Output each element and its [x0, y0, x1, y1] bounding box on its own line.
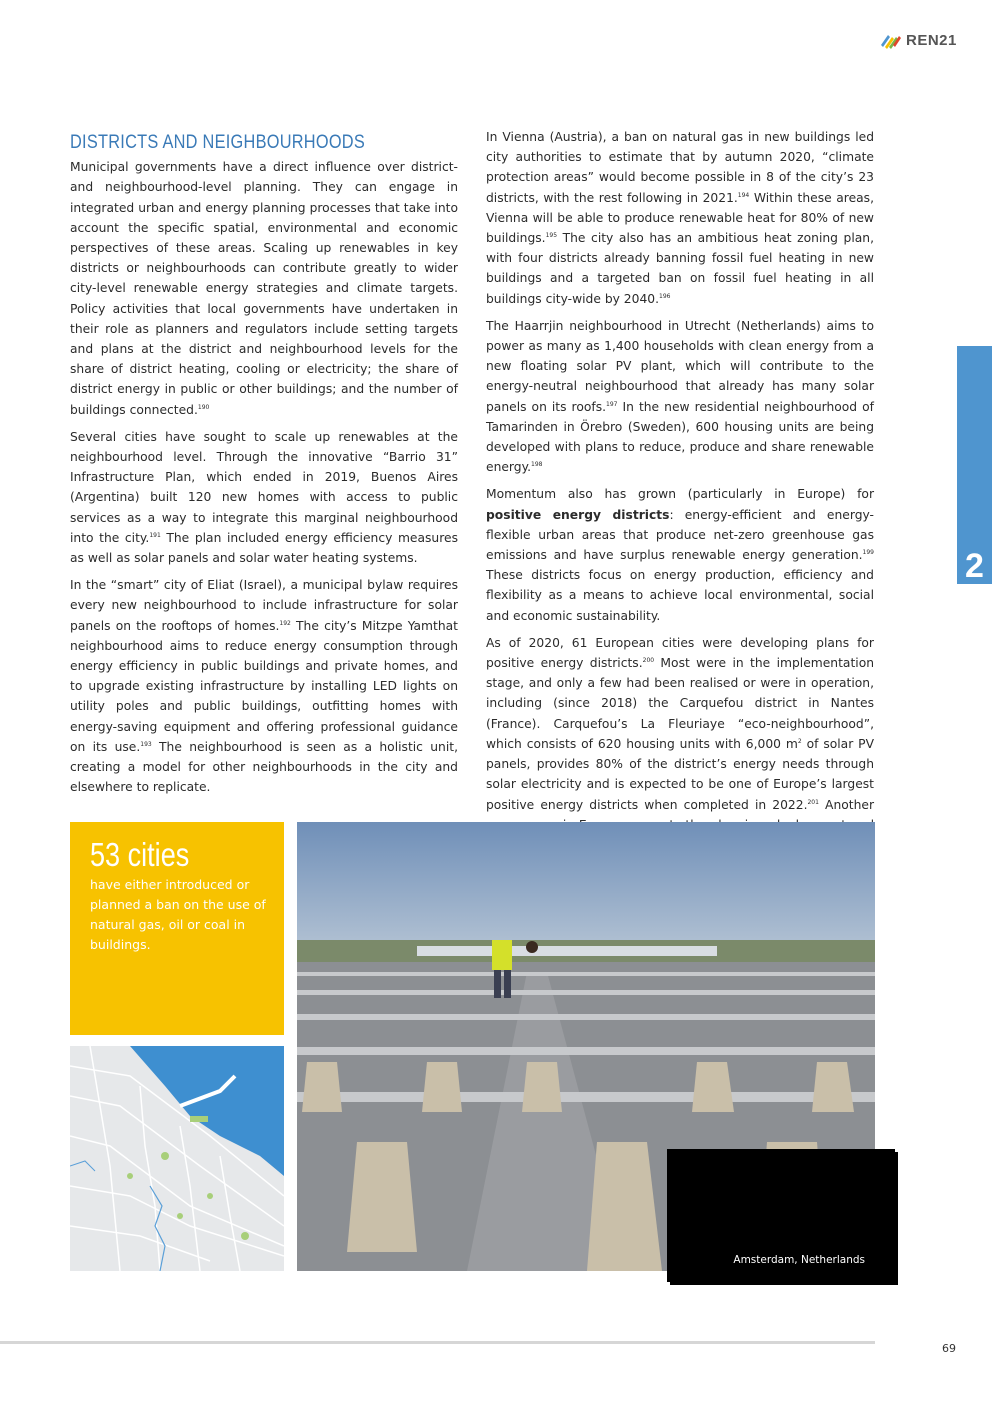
logo-text: REN21	[906, 32, 957, 49]
paragraph: The Haarrjin neighbourhood in Utrecht (Netherlands) aims to power as many as 1,400 households with clean energy from a new floating solar PV plant, which will contribute to the energy-neutral neighbourhood that already has many solar panels on its roofs.$^{197}$ In the new residential neighbourhood of Tamarinden in Örebro (Sweden), 600 housing units are being developed with plans to reduce, produce and share renewable energy.$^{198}$	[486, 318, 874, 475]
right-column	[486, 127, 874, 882]
left-column	[70, 127, 458, 805]
footnote-ref[interactable]: 193	[140, 740, 152, 748]
ren21-mark-icon	[880, 33, 902, 49]
footnote-ref[interactable]: 194	[737, 191, 750, 199]
section-heading: DISTRICTS AND NEIGHBOURHOODS	[70, 132, 366, 153]
paragraph: As of 2020, 61 European cities were developing plans for positive energy districts.$^{200}$ Most were in the implementation stage, and only a few had been realised or were in operation, including (since 2018) the Carquefou district in Nantes (France). Carquefou’s La Fleuriaye “eco-neighbourhood”, which consists of 620 housing units with 6,000 $m^2$ of solar PV panels, provides 80% of the district’s energy needs through solar electricity and is expected to be one of Europe’s largest positive energy districts when completed in 2022.$^{201}$ Another	[486, 633, 874, 875]
paragraph: In Vienna (Austria), a ban on natural gas in new buildings led city authorities to estimate that by autumn 2020, “climate protection areas” would become possible in 8 of the city’s 23 districts, with the rest following in 2021.$^{194}$ Within these areas, Vienna will be able to produce renewable heat for 80% of new buildings.$^{195}$ The city also has an ambitious heat zoning plan, with four districts already banning fossil fuel heating in new buildings and a targeted ban on fossil fuel heating in all buildings city-wide by 2040.$^{196}$	[486, 130, 874, 306]
callout-text: have either introduced or planned a ban on the use of natural gas, oil or coal in buildings.	[90, 877, 266, 952]
footnote-ref[interactable]: 199	[862, 548, 874, 556]
paragraph: In the “smart” city of Eliat (Israel), a municipal bylaw requires every new neighbourhood to include infrastructure for solar panels on the rooftops of homes.$^{192}$ The city’s Mitzpe Yamthat neighbourhood aims to reduce energy consumption through energy efficiency in public buildings and private homes, and to upgrade existing infrastructure by installing LED lights on utility poles and public buildings, outfitting homes with energy-saving equipment and offering professional guidance on its use.$^{193}$ The neighbourhood is seen as a holistic unit, creating a model for other neighbourhoods in the city and elsewhere to replicate.	[70, 578, 458, 795]
page-number: 69	[942, 1342, 956, 1355]
paragraph: Several cities have sought to scale up renewables at the neighbourhood level. Through the innovative “Barrio 31” Infrastructure Plan, which ended in 2019, Buenos Aires (Argentina) built 120 new homes with access to public services as a way to integrate this marginal neighbourhood into the city.$^{191}$ The plan included energy efficiency measures as well as solar panels and solar water heating systems.	[70, 429, 458, 566]
footnote-ref[interactable]: 200	[642, 656, 655, 664]
footnote-ref[interactable]: 196	[659, 292, 671, 300]
bold-term: positive energy districts	[486, 507, 670, 522]
callout-headline: 53 cities	[90, 836, 190, 873]
photo-caption-box	[667, 1149, 895, 1282]
photo-caption: Amsterdam, Netherlands	[733, 1254, 865, 1266]
footnote-ref[interactable]: 201	[807, 798, 819, 806]
superscript-2: 2	[797, 737, 802, 745]
footnote-ref[interactable]: 190	[197, 403, 210, 411]
callout-box	[70, 822, 284, 1035]
footnote-ref[interactable]: 197	[606, 400, 618, 408]
map-illustration	[70, 1046, 284, 1271]
footnote-ref[interactable]: 195	[545, 231, 558, 239]
ren21-logo	[880, 32, 957, 49]
paragraph: Momentum also has grown (particularly in Europe) for positive energy districts: energy-efficient and energy-flexible urban areas that produce net-zero greenhouse gas emissions and have surplus renewable energy generation.$^{199}$ These districts focus on energy production, efficiency and flexibility as a means to achieve local environmental, social and economic sustainability.	[486, 487, 874, 623]
paragraph: Municipal governments have a direct influence over district- and neighbourhood-level planning. They can engage in integrated urban and energy planning processes that take into account the specific spatial, environmental and economic perspectives of these areas. Scaling up renewables in key districts or neighbourhoods can contribute greatly to wider city-level renewable energy strategies and climate targets. Policy activities that local governments have undertaken in their role as planners and regulators include setting targets and plans at the district and neighbourhood levels for the share of district heating, cooling or electricity; the share of district energy in public or other buildings; and the number of buildings connected.$^{190}$	[70, 160, 458, 417]
footer-divider	[0, 1341, 875, 1344]
footnote-ref[interactable]: 191	[149, 531, 161, 539]
footnote-ref[interactable]: 192	[279, 619, 291, 627]
footnote-ref[interactable]: 198	[531, 461, 543, 469]
chapter-number: 2	[965, 547, 984, 585]
city-map-icon	[70, 1046, 284, 1271]
